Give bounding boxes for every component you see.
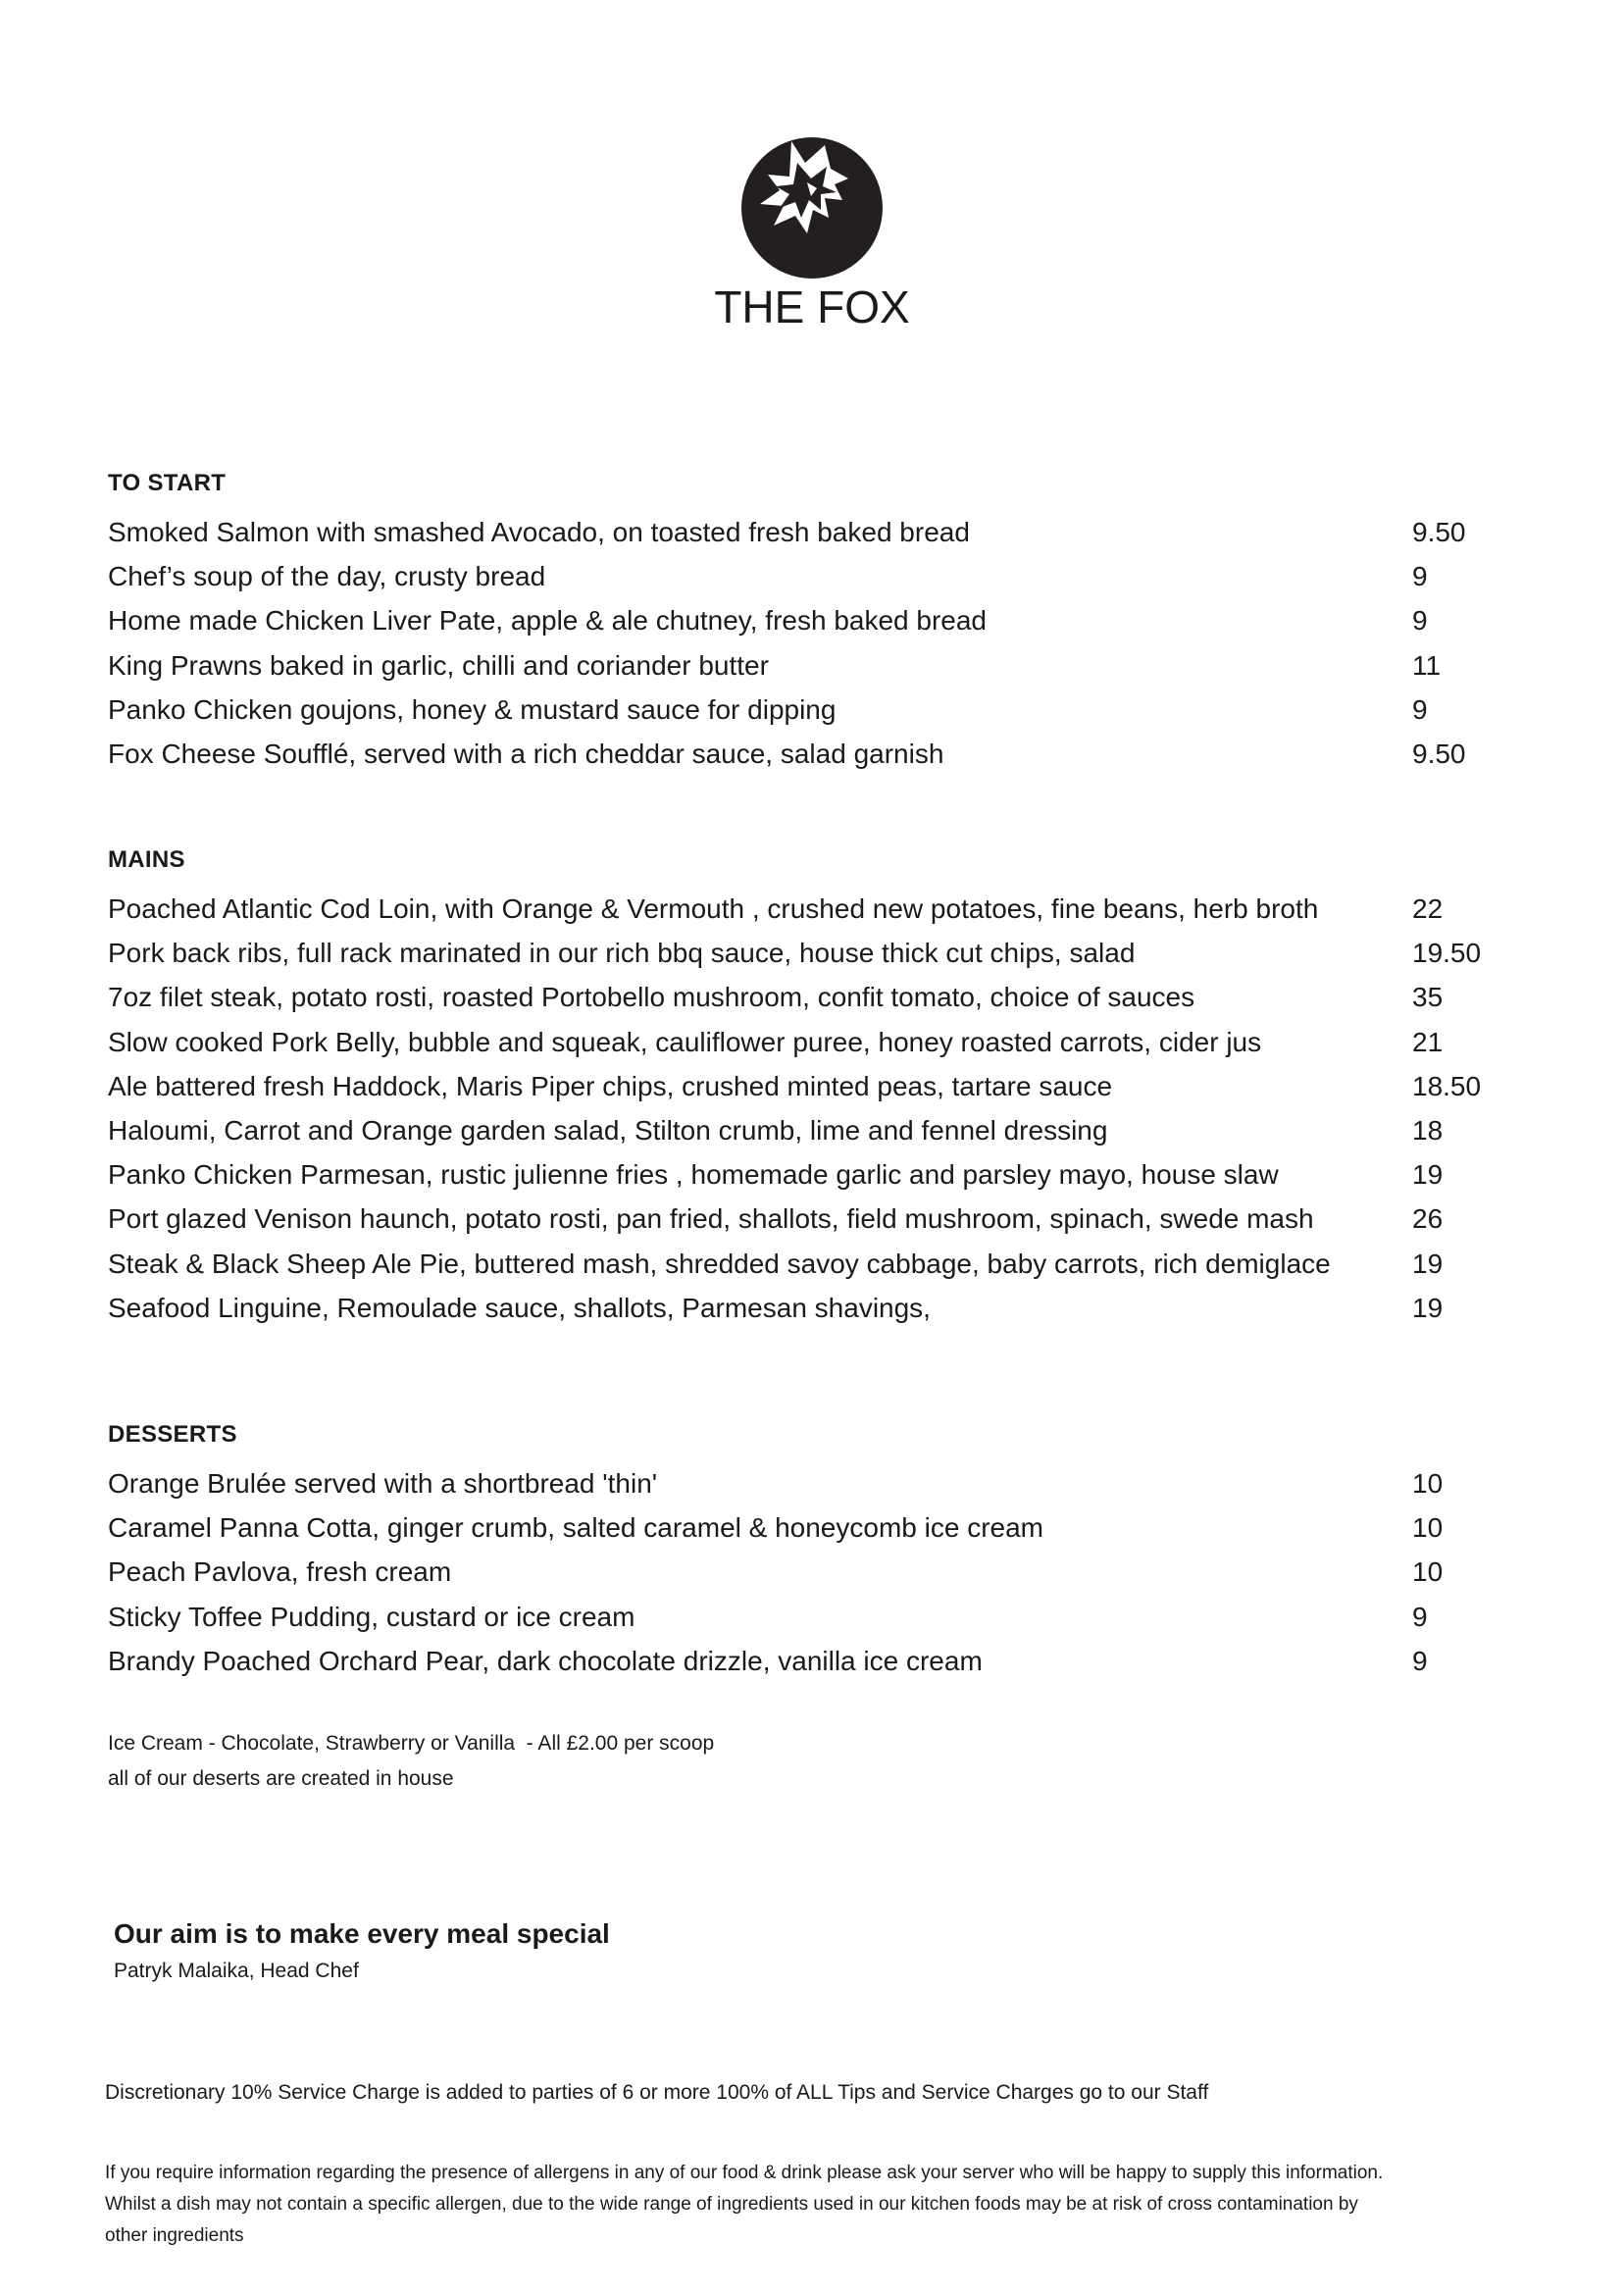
item-name: Home made Chicken Liver Pate, apple & ale chutney, fresh baked bread xyxy=(108,605,987,637)
item-price: 10 xyxy=(1412,1556,1444,1588)
item-price: 9.50 xyxy=(1412,738,1466,769)
aim-title: Our aim is to make every meal special xyxy=(114,1918,610,1949)
item-price: 18 xyxy=(1412,1114,1444,1146)
item-name: Orange Brulée served with a shortbread 'thin' xyxy=(108,1468,658,1499)
item-name: Steak & Black Sheep Ale Pie, buttered mash, shredded savoy cabbage, baby carrots, rich demiglace xyxy=(108,1248,1331,1279)
service-charge-note: Discretionary 10% Service Charge is added to parties of 6 or more 100% of ALL Tips and Service Charges go to our Staff xyxy=(105,2081,1209,2104)
menu-item xyxy=(108,1461,1520,1505)
item-price: 9 xyxy=(1412,1601,1428,1632)
menu-item xyxy=(108,1242,1520,1286)
menu-item xyxy=(108,554,1520,598)
item-name: Poached Atlantic Cod Loin, with Orange & Vermouth , crushed new potatoes, fine beans, herb broth xyxy=(108,893,1319,924)
menu-item xyxy=(108,1595,1520,1639)
allergen-line: Whilst a dish may not contain a specific allergen, due to the wide range of ingredients used in our kitchen foods may be at risk of cross contamination by xyxy=(105,2194,1358,2215)
item-name: Ale battered fresh Haddock, Maris Piper chips, crushed minted peas, tartare sauce xyxy=(108,1070,1113,1101)
menu-item xyxy=(108,931,1520,975)
menu-item xyxy=(108,975,1520,1019)
allergen-notice xyxy=(105,2158,1537,2252)
chef-statement xyxy=(114,1914,610,1989)
ice-cream-note: Ice Cream - Chocolate, Strawberry or Vanilla - All £2.00 per scoop xyxy=(108,1732,715,1755)
chef-signature: Patryk Malaika, Head Chef xyxy=(114,1960,359,1982)
menu-item xyxy=(108,1152,1520,1197)
menu-item xyxy=(108,1286,1520,1330)
item-name: Haloumi, Carrot and Orange garden salad, Stilton crumb, lime and fennel dressing xyxy=(108,1114,1108,1146)
section-to-start xyxy=(108,469,1520,776)
section-mains xyxy=(108,845,1520,1330)
item-name: Slow cooked Pork Belly, bubble and squeak, cauliflower puree, honey roasted carrots, cider jus xyxy=(108,1026,1262,1057)
menu-item xyxy=(108,510,1520,554)
item-name: Chef’s soup of the day, crusty bread xyxy=(108,561,546,592)
item-price: 10 xyxy=(1412,1512,1444,1544)
item-price: 35 xyxy=(1412,982,1444,1013)
menu-item xyxy=(108,1505,1520,1550)
item-price: 9 xyxy=(1412,561,1428,592)
logo xyxy=(714,124,910,330)
section-title: MAINS xyxy=(108,846,185,873)
fox-head-icon xyxy=(738,124,886,280)
menu-item xyxy=(108,598,1520,642)
menu-item xyxy=(108,643,1520,688)
item-price: 18.50 xyxy=(1412,1070,1482,1101)
allergen-line: If you require information regarding the presence of allergens in any of our food & drink please ask your server who will be happy to supply this information. xyxy=(105,2163,1384,2183)
in-house-note: all of our deserts are created in house xyxy=(108,1767,454,1790)
item-name: Pork back ribs, full rack marinated in our rich bbq sauce, house thick cut chips, salad xyxy=(108,938,1136,969)
item-price: 9 xyxy=(1412,1645,1428,1676)
item-price: 11 xyxy=(1412,649,1442,681)
menu-item xyxy=(108,1639,1520,1683)
item-price: 19 xyxy=(1412,1248,1444,1279)
item-name: Panko Chicken goujons, honey & mustard sauce for dipping xyxy=(108,693,837,725)
item-price: 26 xyxy=(1412,1203,1444,1235)
item-name: King Prawns baked in garlic, chilli and coriander butter xyxy=(108,649,769,681)
menu-item xyxy=(108,887,1520,931)
item-price: 21 xyxy=(1412,1026,1444,1057)
menu-item xyxy=(108,1550,1520,1594)
item-name: 7oz filet steak, potato rosti, roasted Portobello mushroom, confit tomato, choice of sauces xyxy=(108,982,1195,1013)
item-name: Fox Cheese Soufflé, served with a rich cheddar sauce, salad garnish xyxy=(108,738,944,769)
item-price: 19 xyxy=(1412,1159,1444,1191)
item-name: Caramel Panna Cotta, ginger crumb, salted caramel & honeycomb ice cream xyxy=(108,1512,1043,1544)
item-price: 19 xyxy=(1412,1292,1444,1323)
item-price: 10 xyxy=(1412,1468,1444,1499)
menu-item xyxy=(108,1108,1520,1152)
menu-item xyxy=(108,1197,1520,1241)
item-name: Panko Chicken Parmesan, rustic julienne fries , homemade garlic and parsley mayo, house slaw xyxy=(108,1159,1279,1191)
item-name: Sticky Toffee Pudding, custard or ice cream xyxy=(108,1601,635,1632)
allergen-line: other ingredients xyxy=(105,2225,244,2246)
item-price: 9 xyxy=(1412,605,1428,637)
menu-item xyxy=(108,732,1520,776)
section-desserts xyxy=(108,1420,1520,1683)
menu-item xyxy=(108,1020,1520,1064)
item-price: 22 xyxy=(1412,893,1444,924)
item-price: 9 xyxy=(1412,693,1428,725)
brand-name: THE FOX xyxy=(714,281,910,332)
section-title: DESSERTS xyxy=(108,1421,237,1448)
item-name: Seafood Linguine, Remoulade sauce, shallots, Parmesan shavings, xyxy=(108,1292,931,1323)
item-name: Brandy Poached Orchard Pear, dark chocolate drizzle, vanilla ice cream xyxy=(108,1645,983,1676)
menu-item xyxy=(108,688,1520,732)
item-name: Smoked Salmon with smashed Avocado, on toasted fresh baked bread xyxy=(108,517,970,547)
menu-item xyxy=(108,1064,1520,1108)
item-name: Peach Pavlova, fresh cream xyxy=(108,1556,452,1588)
item-price: 9.50 xyxy=(1412,517,1466,547)
item-price: 19.50 xyxy=(1412,938,1482,969)
item-name: Port glazed Venison haunch, potato rosti, pan fried, shallots, field mushroom, spinach, swede mash xyxy=(108,1203,1314,1235)
dessert-notes xyxy=(108,1726,714,1797)
section-title: TO START xyxy=(108,470,227,496)
